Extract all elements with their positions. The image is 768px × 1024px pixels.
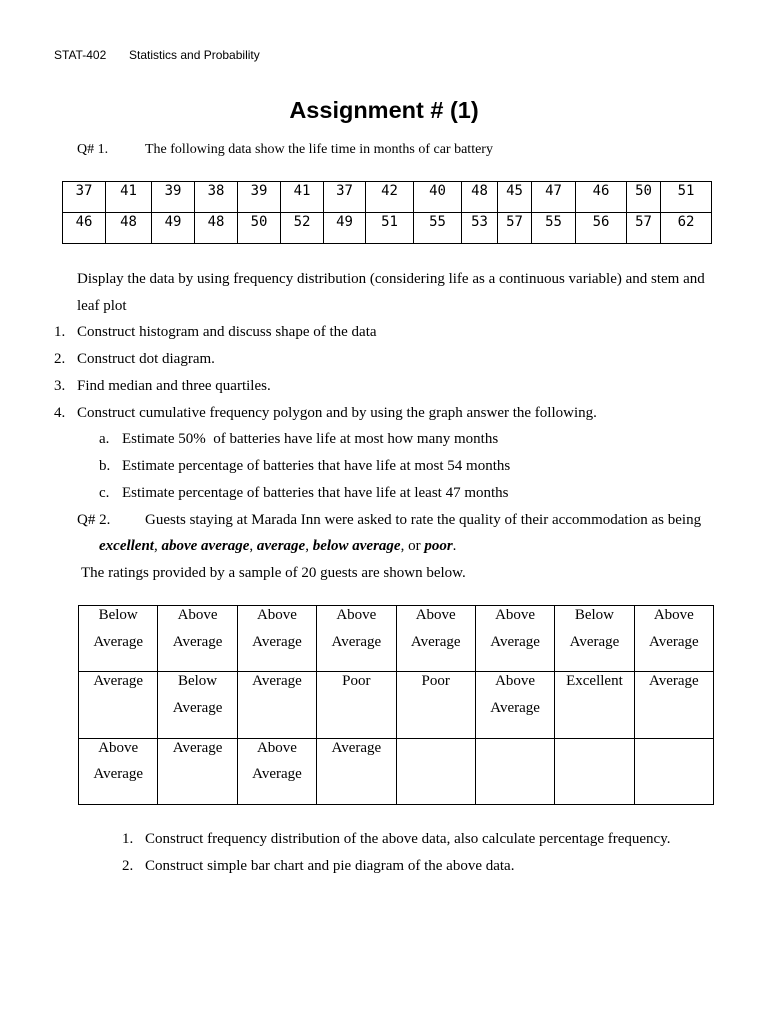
rating-cell-empty	[634, 738, 713, 804]
rating-cell	[158, 606, 237, 672]
table-row	[63, 213, 712, 244]
question-1-task-1	[54, 319, 716, 346]
table-row	[79, 606, 714, 672]
rating-label: Average	[172, 739, 223, 756]
rating-label: Above Average	[93, 739, 144, 783]
rating-term: below average	[312, 538, 401, 555]
battery-life-cell: 57	[627, 213, 661, 244]
guest-ratings-table	[78, 605, 714, 805]
rating-separator: ,	[153, 538, 162, 555]
battery-life-cell: 51	[366, 213, 414, 244]
task-text: Construct simple bar chart and pie diagram of the above data.	[145, 857, 515, 874]
battery-life-cell: 49	[324, 213, 366, 244]
rating-cell	[237, 672, 316, 738]
question-2-heading	[54, 507, 716, 534]
rating-cell	[158, 672, 237, 738]
battery-life-cell: 50	[627, 182, 661, 213]
table-row	[63, 182, 712, 213]
list-marker: 1.	[54, 324, 66, 341]
rating-cell-empty	[555, 738, 634, 804]
rating-label: Above Average	[252, 607, 302, 650]
battery-life-cell: 52	[281, 213, 324, 244]
battery-life-cell: 55	[532, 213, 576, 244]
question-1-heading	[77, 141, 493, 159]
battery-life-cell: 51	[661, 182, 712, 213]
rating-label: Poor	[421, 673, 450, 690]
assignment-title: Assignment # (1)	[289, 97, 479, 123]
battery-life-cell: 39	[238, 182, 281, 213]
task-text: Construct cumulative frequency polygon and by using the graph answer the following.	[77, 404, 597, 421]
rating-label: Above Average	[252, 739, 302, 783]
battery-life-cell: 57	[498, 213, 532, 244]
rating-label: Above Average	[490, 607, 540, 650]
rating-label: Average	[93, 673, 144, 690]
list-marker: b.	[99, 458, 111, 475]
list-marker: 2.	[54, 351, 66, 368]
question-1-intro: The following data show the life time in months of car battery	[145, 142, 493, 157]
rating-cell	[158, 738, 237, 804]
battery-life-cell: 53	[462, 213, 498, 244]
battery-life-cell: 50	[238, 213, 281, 244]
question-1-task-3	[54, 373, 716, 400]
course-code: STAT-402	[54, 48, 107, 62]
task-text: Construct dot diagram.	[77, 351, 215, 368]
rating-label: Below Average	[569, 607, 620, 650]
task-text: Construct histogram and discuss shape of the data	[77, 324, 377, 341]
battery-life-cell: 55	[414, 213, 462, 244]
battery-life-cell: 46	[576, 182, 627, 213]
rating-term: average	[256, 538, 306, 555]
rating-label: Above Average	[410, 607, 461, 650]
task-text: Find median and three quartiles.	[77, 377, 271, 394]
rating-cell	[237, 606, 316, 672]
question-1-subtask-c	[54, 480, 716, 507]
rating-separator: .	[452, 538, 457, 555]
rating-separator: , or	[400, 538, 425, 555]
question-1-label: Q# 1.	[77, 142, 109, 157]
course-header	[54, 47, 260, 63]
question-2-tasks	[122, 826, 670, 879]
subtask-text: Estimate percentage of batteries that have life at least 47 months	[122, 484, 509, 501]
rating-cell	[317, 606, 396, 672]
rating-cell	[634, 672, 713, 738]
battery-life-cell: 45	[498, 182, 532, 213]
question-2-intro: Guests staying at Marada Inn were asked to rate the quality of their accommodation as being	[145, 511, 702, 528]
question-1-subtask-a	[54, 426, 716, 453]
list-marker: 3.	[54, 377, 66, 394]
rating-term: excellent	[99, 538, 154, 555]
rating-scale-line	[54, 533, 716, 560]
rating-cell	[475, 606, 554, 672]
subtask-text: Estimate percentage of batteries that have life at most 54 months	[122, 458, 511, 475]
battery-life-cell: 48	[462, 182, 498, 213]
subtask-text: Estimate 50% of batteries have life at most how many months	[122, 431, 499, 448]
battery-life-cell: 42	[366, 182, 414, 213]
rating-cell	[79, 738, 158, 804]
rating-label: Average	[331, 739, 382, 756]
rating-cell-empty	[475, 738, 554, 804]
battery-life-cell: 46	[63, 213, 106, 244]
sample-note-text: The ratings provided by a sample of 20 guests are shown below.	[81, 564, 466, 581]
rating-cell	[79, 606, 158, 672]
rating-cell	[317, 738, 396, 804]
list-marker: c.	[99, 484, 110, 501]
rating-label: Excellent	[566, 673, 623, 690]
rating-cell	[475, 672, 554, 738]
battery-life-cell: 62	[661, 213, 712, 244]
question-2-label: Q# 2.	[77, 511, 111, 528]
battery-life-cell: 41	[106, 182, 152, 213]
rating-label: Poor	[342, 673, 371, 690]
rating-label: Below Average	[93, 607, 144, 650]
question-1-task-4	[54, 400, 716, 427]
list-marker: a.	[99, 431, 110, 448]
list-marker: 4.	[54, 404, 66, 421]
rating-cell	[555, 672, 634, 738]
rating-term: above average	[161, 538, 250, 555]
question-body	[54, 266, 716, 587]
battery-life-cell: 48	[106, 213, 152, 244]
question-1-subtask-b	[54, 453, 716, 480]
list-marker: 2.	[122, 857, 134, 874]
rating-label: Below Average	[172, 673, 223, 717]
battery-life-cell: 49	[152, 213, 195, 244]
rating-cell	[237, 738, 316, 804]
course-name: Statistics and Probability	[129, 48, 260, 62]
rating-separator: ,	[249, 538, 257, 555]
task-text: Construct frequency distribution of the above data, also calculate percentage frequency.	[145, 831, 671, 847]
rating-label: Above Average	[331, 607, 382, 650]
list-marker: 1.	[122, 831, 134, 847]
rating-label: Above Average	[172, 607, 223, 650]
rating-label: Average	[648, 673, 699, 690]
rating-separator: ,	[305, 538, 313, 555]
rating-cell	[555, 606, 634, 672]
question-1-task-2	[54, 346, 716, 373]
rating-cell	[317, 672, 396, 738]
rating-label: Average	[252, 673, 302, 690]
rating-cell	[79, 672, 158, 738]
rating-cell-empty	[396, 738, 475, 804]
table-row	[79, 738, 714, 804]
battery-life-table	[62, 181, 712, 244]
question-1-instruction: Display the data by using frequency distribution (considering life as a continuous variable) and stem and leaf plot	[77, 271, 705, 314]
rating-term: poor	[424, 538, 453, 555]
question-2-task-1	[122, 826, 670, 853]
rating-label: Above Average	[648, 607, 699, 650]
battery-life-cell: 48	[195, 213, 238, 244]
battery-life-cell: 37	[324, 182, 366, 213]
battery-life-cell: 56	[576, 213, 627, 244]
table-row	[79, 672, 714, 738]
rating-cell	[634, 606, 713, 672]
battery-life-cell: 39	[152, 182, 195, 213]
question-2-sample-note	[54, 560, 716, 587]
question-2-task-2	[122, 853, 670, 880]
battery-life-cell: 41	[281, 182, 324, 213]
rating-cell	[396, 672, 475, 738]
battery-life-cell: 38	[195, 182, 238, 213]
rating-label: Above Average	[490, 673, 540, 717]
battery-life-cell: 40	[414, 182, 462, 213]
battery-life-cell: 37	[63, 182, 106, 213]
battery-life-cell: 47	[532, 182, 576, 213]
rating-cell	[396, 606, 475, 672]
